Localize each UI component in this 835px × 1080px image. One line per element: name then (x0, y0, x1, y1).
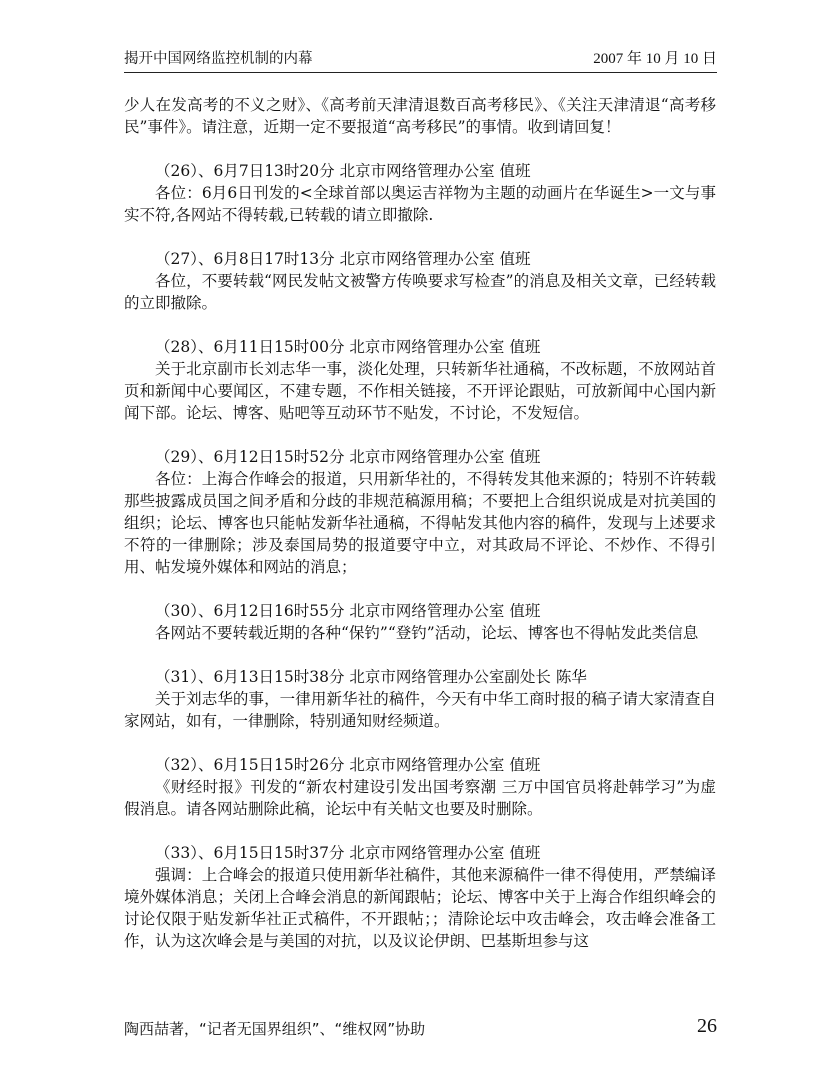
entry-text: 强调：上合峰会的报道只使用新华社稿件，其他来源稿件一律不得使用，严禁编译境外媒体消息；关闭上合峰会消息的新闻跟帖；论坛、博客中关于上海合作组织峰会的讨论仅限于贴发新华社正式稿件，不开跟帖；；清除论坛中攻击峰会，攻击峰会准备工作，认为这次峰会是与美国的对抗，以及议论伊朗、巴基斯坦参与这 (124, 866, 716, 950)
header-rule (124, 72, 717, 73)
entry-text: 各位，不要转载“网民发帖文被警方传唤要求写检查”的消息及相关文章，已经转载的立即撤除。 (124, 272, 716, 312)
page-number: 26 (697, 1015, 717, 1037)
running-header (124, 47, 717, 69)
entry-text: 关于北京副市长刘志华一事，淡化处理，只转新华社通稿，不改标题，不放网站首页和新闻中心要闻区，不建专题，不作相关链接，不开评论跟贴，可放新闻中心国内新闻下部。论坛、博客、贴吧等互动环节不贴发，不讨论，不发短信。 (124, 360, 716, 422)
entry-heading: （30）、6月12日16时55分 北京市网络管理办公室 值班 (155, 602, 541, 620)
entry-28 (124, 336, 716, 424)
entry-heading: （26）、6月7日13时20分 北京市网络管理办公室 值班 (155, 162, 531, 180)
entry-heading: （31）、6月13日15时38分 北京市网络管理办公室副处长 陈华 (155, 668, 587, 686)
entry-heading: （29）、6月12日15时52分 北京市网络管理办公室 值班 (155, 448, 541, 466)
entry-heading: （27）、6月8日17时13分 北京市网络管理办公室 值班 (155, 250, 531, 268)
entry-29 (124, 446, 716, 578)
continuation-text: 少人在发高考的不义之财》、《高考前天津清退数百高考移民》、《关注天津清退“高考移民”事件》。请注意，近期一定不要报道“高考移民”的事情。收到请回复！ (124, 96, 716, 136)
footer-credit: 陶西喆著，“记者无国界组织”、“维权网”协助 (124, 1020, 426, 1038)
entry-text: 关于刘志华的事，一律用新华社的稿件，今天有中华工商时报的稿子请大家清查自家网站，如有，一律删除，特别通知财经频道。 (124, 690, 716, 730)
entry-30 (124, 600, 716, 644)
header-title: 揭开中国网络监控机制的内幕 (124, 51, 313, 67)
entry-26 (124, 160, 716, 226)
entry-text: 各网站不要转载近期的各种“保钓”“登钓”活动，论坛、博客也不得帖发此类信息 (155, 624, 699, 642)
entry-text: 各位：上海合作峰会的报道，只用新华社的，不得转发其他来源的；特别不许转载那些披露成员国之间矛盾和分歧的非规范稿源用稿；不要把上合组织说成是对抗美国的组织；论坛、博客也只能帖发新华社通稿，不得帖发其他内容的稿件，发现与上述要求不符的一律删除；涉及泰国局势的报道要守中立，对其政局不评论、不炒作、不得引用、帖发境外媒体和网站的消息； (124, 470, 716, 576)
entry-heading: （28）、6月11日15时00分 北京市网络管理办公室 值班 (155, 338, 541, 356)
header-date: 2007 年 10 月 10 日 (593, 51, 717, 67)
document-body (124, 94, 716, 974)
entry-27 (124, 248, 716, 314)
continuation-paragraph (124, 94, 716, 138)
entry-heading: （32）、6月15日15时26分 北京市网络管理办公室 值班 (155, 756, 541, 774)
entry-text: 各位：6月6日刊发的<全球首部以奥运吉祥物为主题的动画片在华诞生>一文与事实不符,各网站不得转载,已转载的请立即撤除. (124, 184, 716, 224)
entry-text: 《财经时报》刊发的“新农村建设引发出国考察潮 三万中国官员将赴韩学习”为虚假消息。请各网站删除此稿，论坛中有关帖文也要及时删除。 (124, 778, 716, 818)
entry-31 (124, 666, 716, 732)
entry-33 (124, 842, 716, 952)
running-footer (124, 1015, 717, 1042)
entry-32 (124, 754, 716, 820)
entry-heading: （33）、6月15日15时37分 北京市网络管理办公室 值班 (155, 844, 541, 862)
